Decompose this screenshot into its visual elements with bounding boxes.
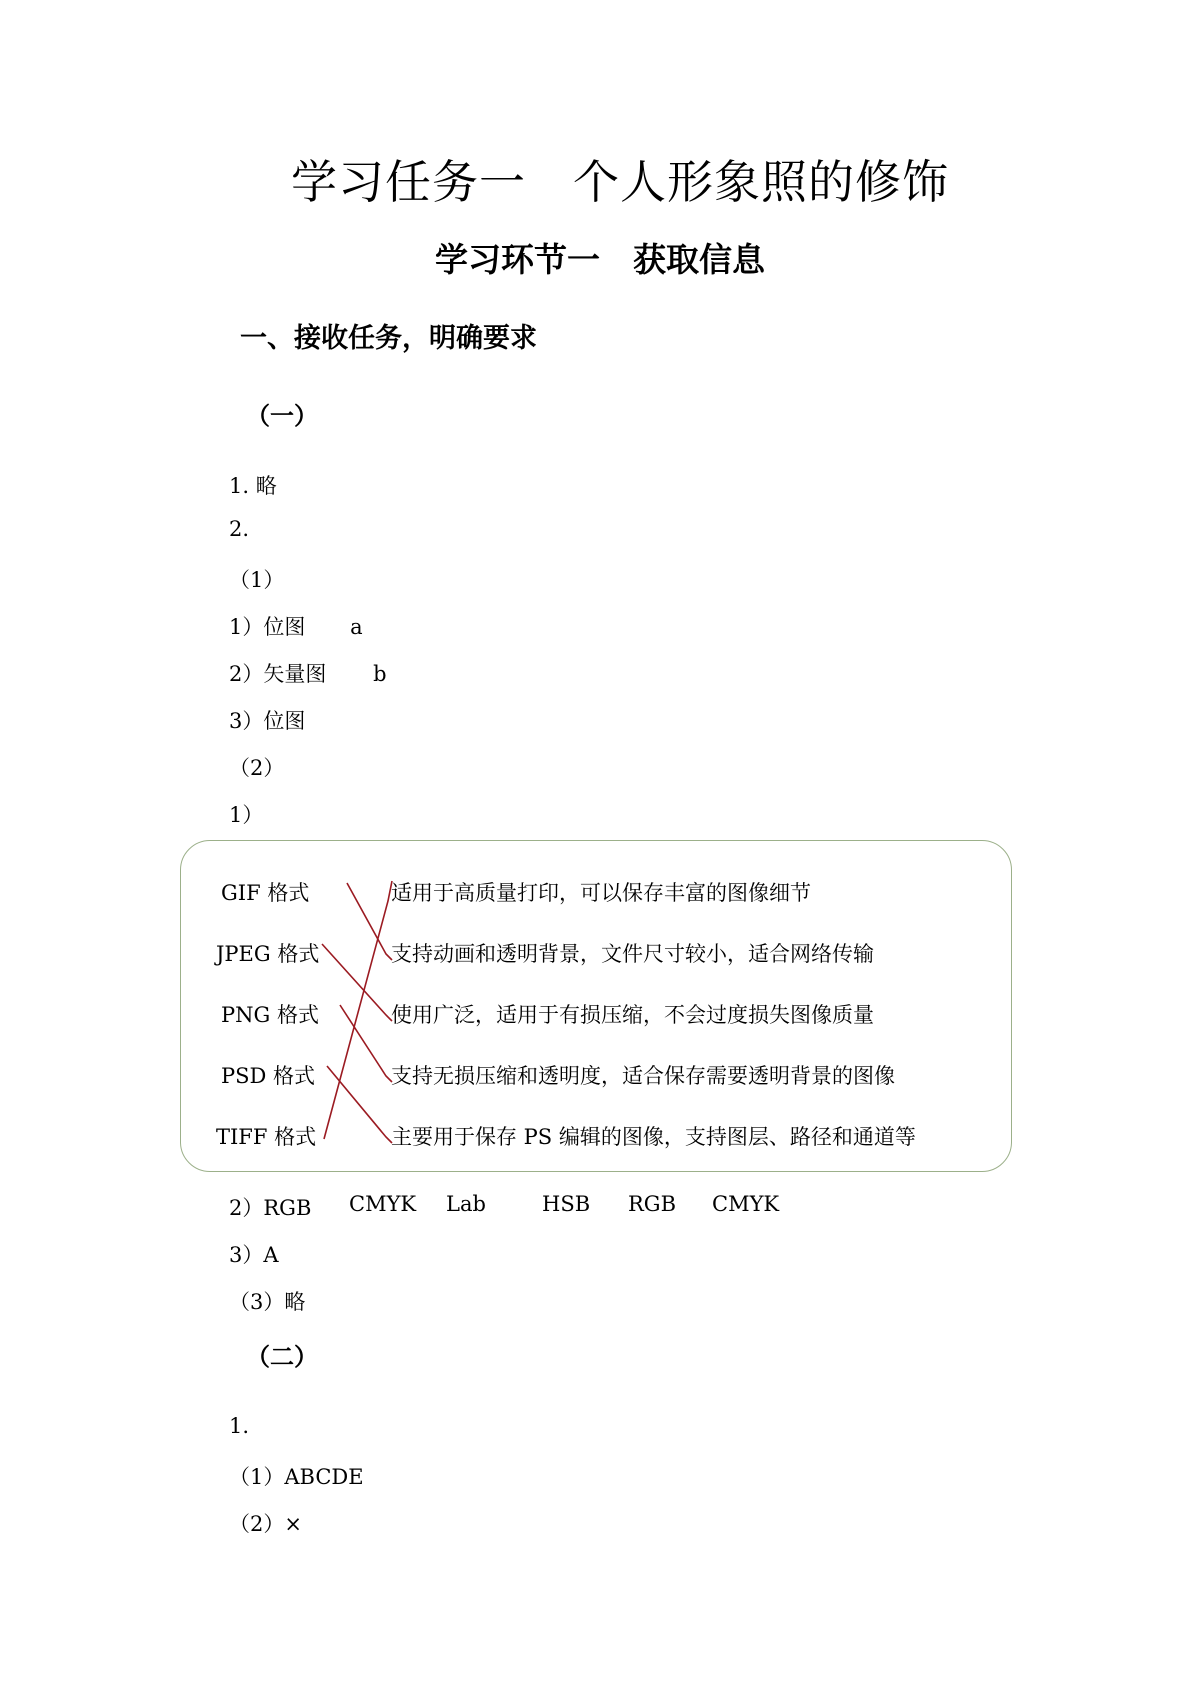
answer-label: 1）位图 (229, 615, 306, 639)
format-description: 支持无损压缩和透明度，适合保存需要透明背景的图像 (391, 1064, 895, 1088)
part-two-label: （二） (246, 1343, 318, 1371)
section-heading: 一、接收任务，明确要求 (240, 323, 537, 354)
answer-item: 3）位图 (229, 709, 306, 733)
format-label: TIFF 格式 (216, 1125, 317, 1149)
answer-item: （2）× (229, 1512, 302, 1536)
color-mode-value: CMYK (349, 1192, 417, 1216)
answer-item (229, 658, 387, 688)
format-label: PNG 格式 (221, 1003, 319, 1027)
format-label: PSD 格式 (221, 1064, 316, 1088)
answer-item: 2. (229, 517, 250, 541)
answer-item: （2） (229, 756, 285, 780)
answer-item: 3）A (229, 1243, 279, 1267)
format-description: 适用于高质量打印，可以保存丰富的图像细节 (391, 881, 811, 905)
color-modes-prefix: 2） (229, 1196, 264, 1220)
answer-item: 1） (229, 803, 264, 827)
format-description: 使用广泛，适用于有损压缩，不会过度损失图像质量 (391, 1003, 874, 1027)
answer-item (229, 611, 363, 641)
format-description: 主要用于保存 PS 编辑的图像，支持图层、路径和通道等 (391, 1125, 916, 1149)
answer-item: 1. 略 (229, 474, 277, 498)
page-subtitle: 学习环节一 获取信息 (435, 240, 765, 279)
answer-label: 2）矢量图 (229, 662, 327, 686)
answer-item: 1. (229, 1414, 250, 1438)
format-label: GIF 格式 (221, 881, 310, 905)
color-mode-value: HSB (542, 1192, 591, 1216)
format-label: JPEG 格式 (216, 942, 320, 966)
answer-item: （1） (229, 568, 285, 592)
color-mode-value: RGB (628, 1192, 677, 1216)
color-mode-value: CMYK (712, 1192, 780, 1216)
color-mode-value: RGB (263, 1196, 312, 1220)
format-description: 支持动画和透明背景，文件尺寸较小，适合网络传输 (391, 942, 874, 966)
answer-item: （3）略 (229, 1290, 306, 1314)
answer-item: （1）ABCDE (229, 1465, 364, 1489)
answer-value: a (350, 615, 363, 639)
page-title: 学习任务一 个人形象照的修饰 (291, 155, 949, 209)
part-one-label: （一） (246, 402, 318, 430)
answer-value: b (373, 662, 387, 686)
color-modes-line (229, 1192, 780, 1222)
color-mode-value: Lab (446, 1192, 486, 1216)
